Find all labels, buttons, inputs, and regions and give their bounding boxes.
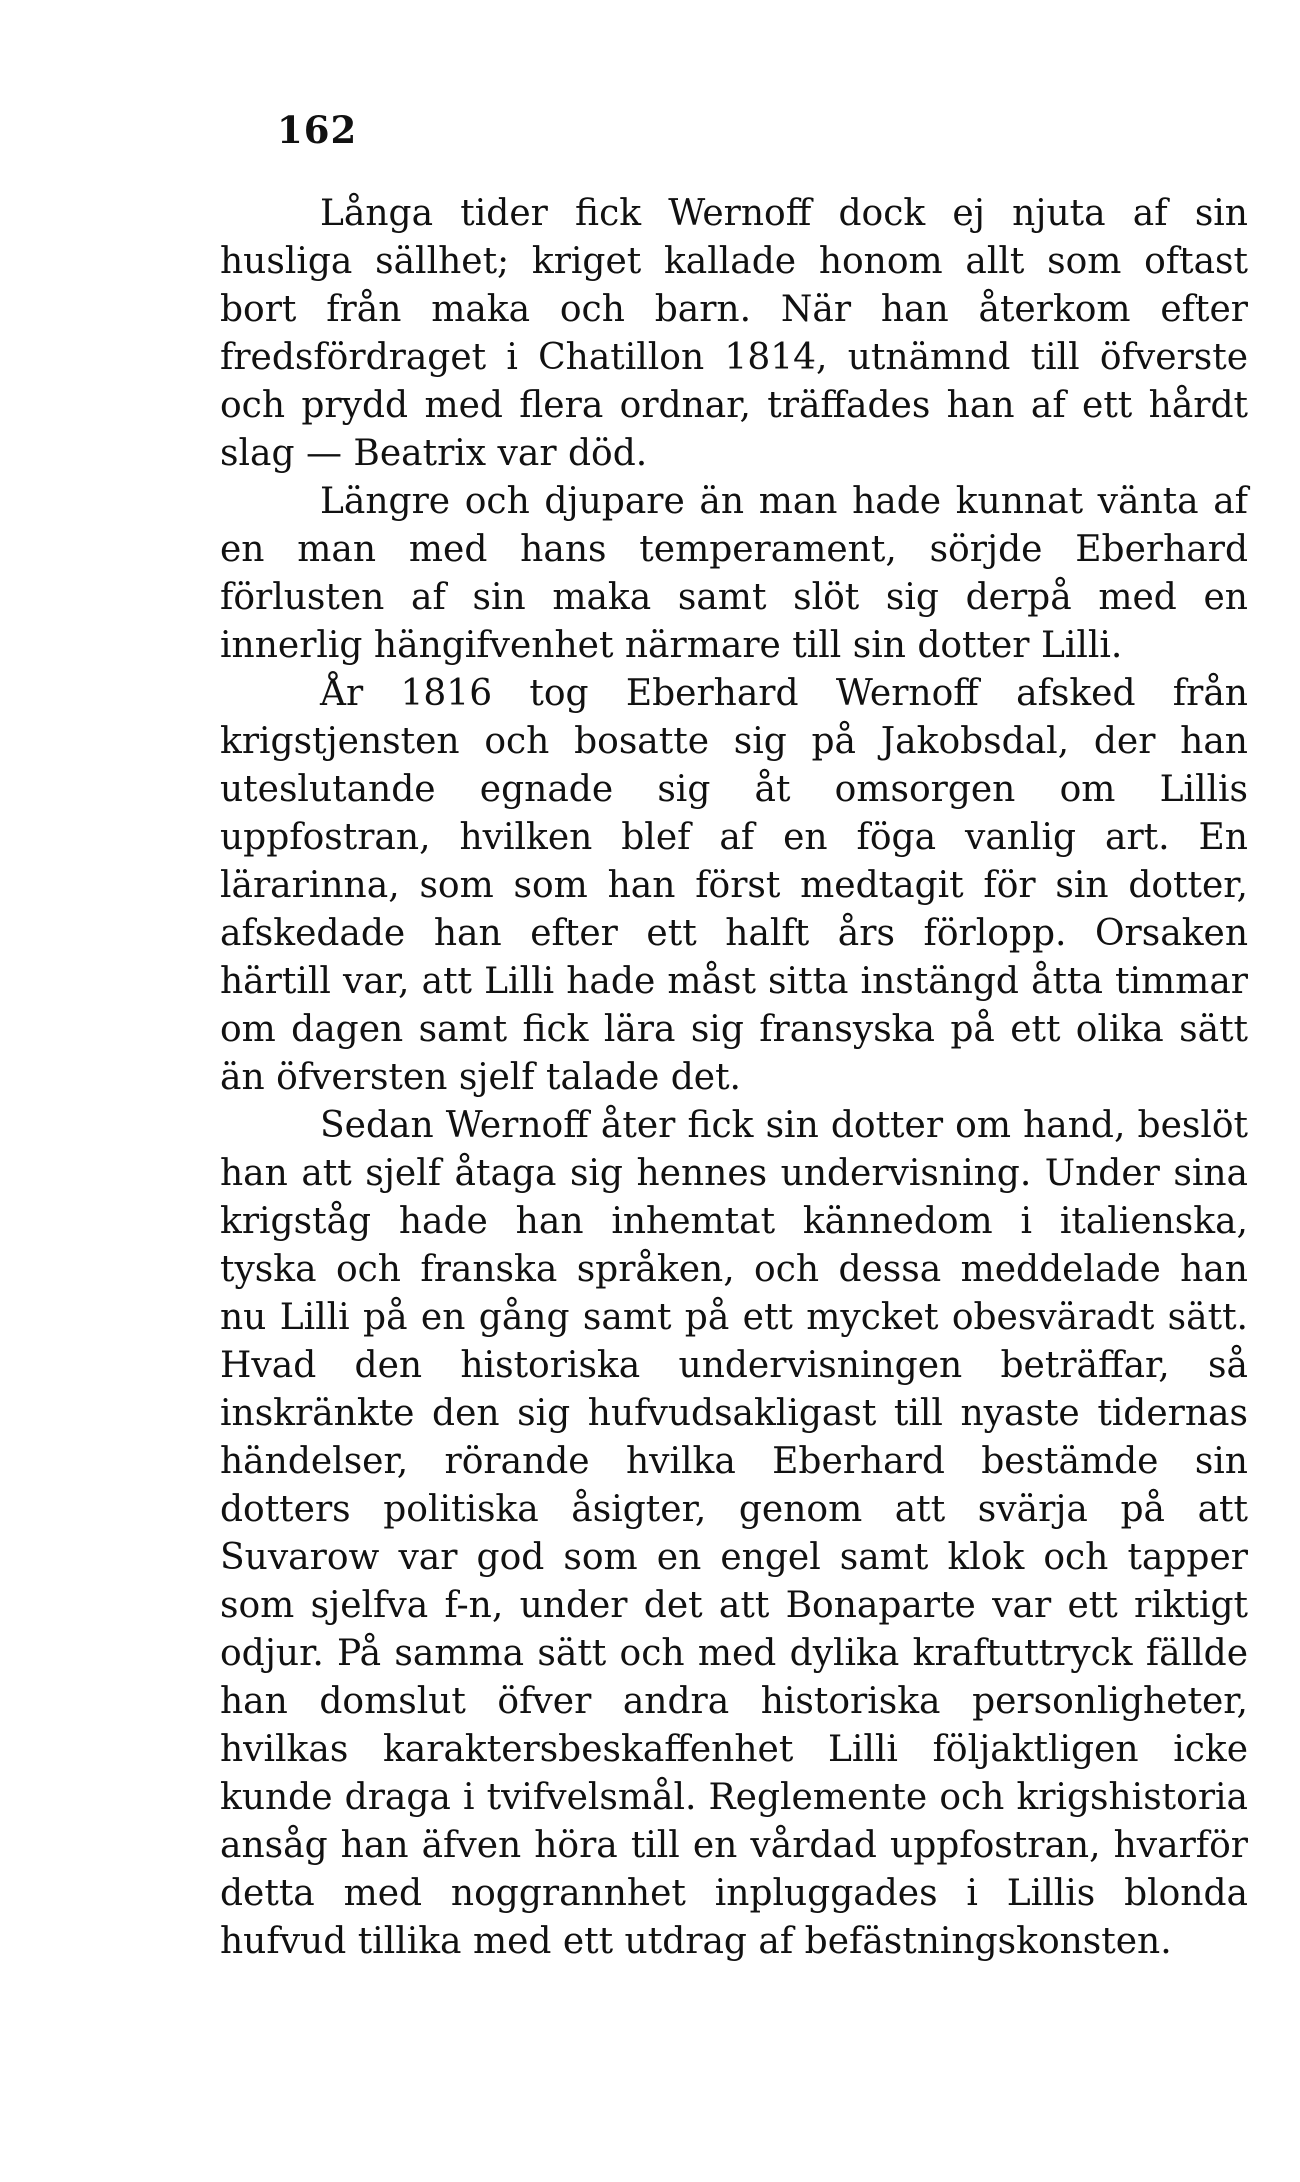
paragraph-2: Längre och djupare än man hade kunnat vänta af en man med hans temperament, sörjde Eberhard förlusten af sin maka samt slöt sig derpå med en innerlig hängifvenhet närmare till sin dotter Lilli. (220, 481, 1248, 666)
body-text (220, 190, 1248, 1966)
paragraph-1: Långa tider fick Wernoff dock ej njuta af sin husliga sällhet; kriget kallade honom allt som oftast bort från maka och barn. När han återkom efter fredsfördraget i Chatillon 1814, utnämnd till öfverste och prydd med flera ordnar, träffades han af ett hårdt slag — Beatrix var död. (220, 193, 1248, 474)
paragraph-3: År 1816 tog Eberhard Wernoff afsked från krigstjensten och bosatte sig på Jakobsdal, der han uteslutande egnade sig åt omsorgen om Lillis uppfostran, hvilken blef af en föga vanlig art. En lärarinna, som som han först medtagit för sin dotter, afskedade han efter ett halft års förlopp. Orsaken härtill var, att Lilli hade måst sitta instängd åtta timmar om dagen samt fick lära sig fransyska på ett olika sätt än öfversten sjelf talade det. (220, 673, 1248, 1098)
paragraph-4: Sedan Wernoff åter fick sin dotter om hand, beslöt han att sjelf åtaga sig hennes undervisning. Under sina krigståg hade han inhemtat kännedom i italienska, tyska och franska språken, och dessa meddelade han nu Lilli på en gång samt på ett mycket obesväradt sätt. Hvad den historiska undervisningen beträffar, så inskränkte den sig hufvudsakligast till nyaste tidernas händelser, rörande hvilka Eberhard bestämde sin dotters politiska åsigter, genom att svärja på att Suvarow var god som en engel samt klok och tapper som sjelfva f-n, under det att Bonaparte var ett riktigt odjur. På samma sätt och med dylika kraftuttryck fällde han domslut öfver andra historiska personligheter, hvilkas karaktersbeskaffenhet Lilli följaktligen icke kunde draga i tvifvelsmål. Reglemente och krigshistoria ansåg han äfven höra till en vårdad uppfostran, hvarför detta med noggrannhet inpluggades i Lillis blonda hufvud tillika med ett utdrag af befästningskonsten. (220, 1105, 1248, 1962)
page-number: 162 (277, 108, 358, 152)
